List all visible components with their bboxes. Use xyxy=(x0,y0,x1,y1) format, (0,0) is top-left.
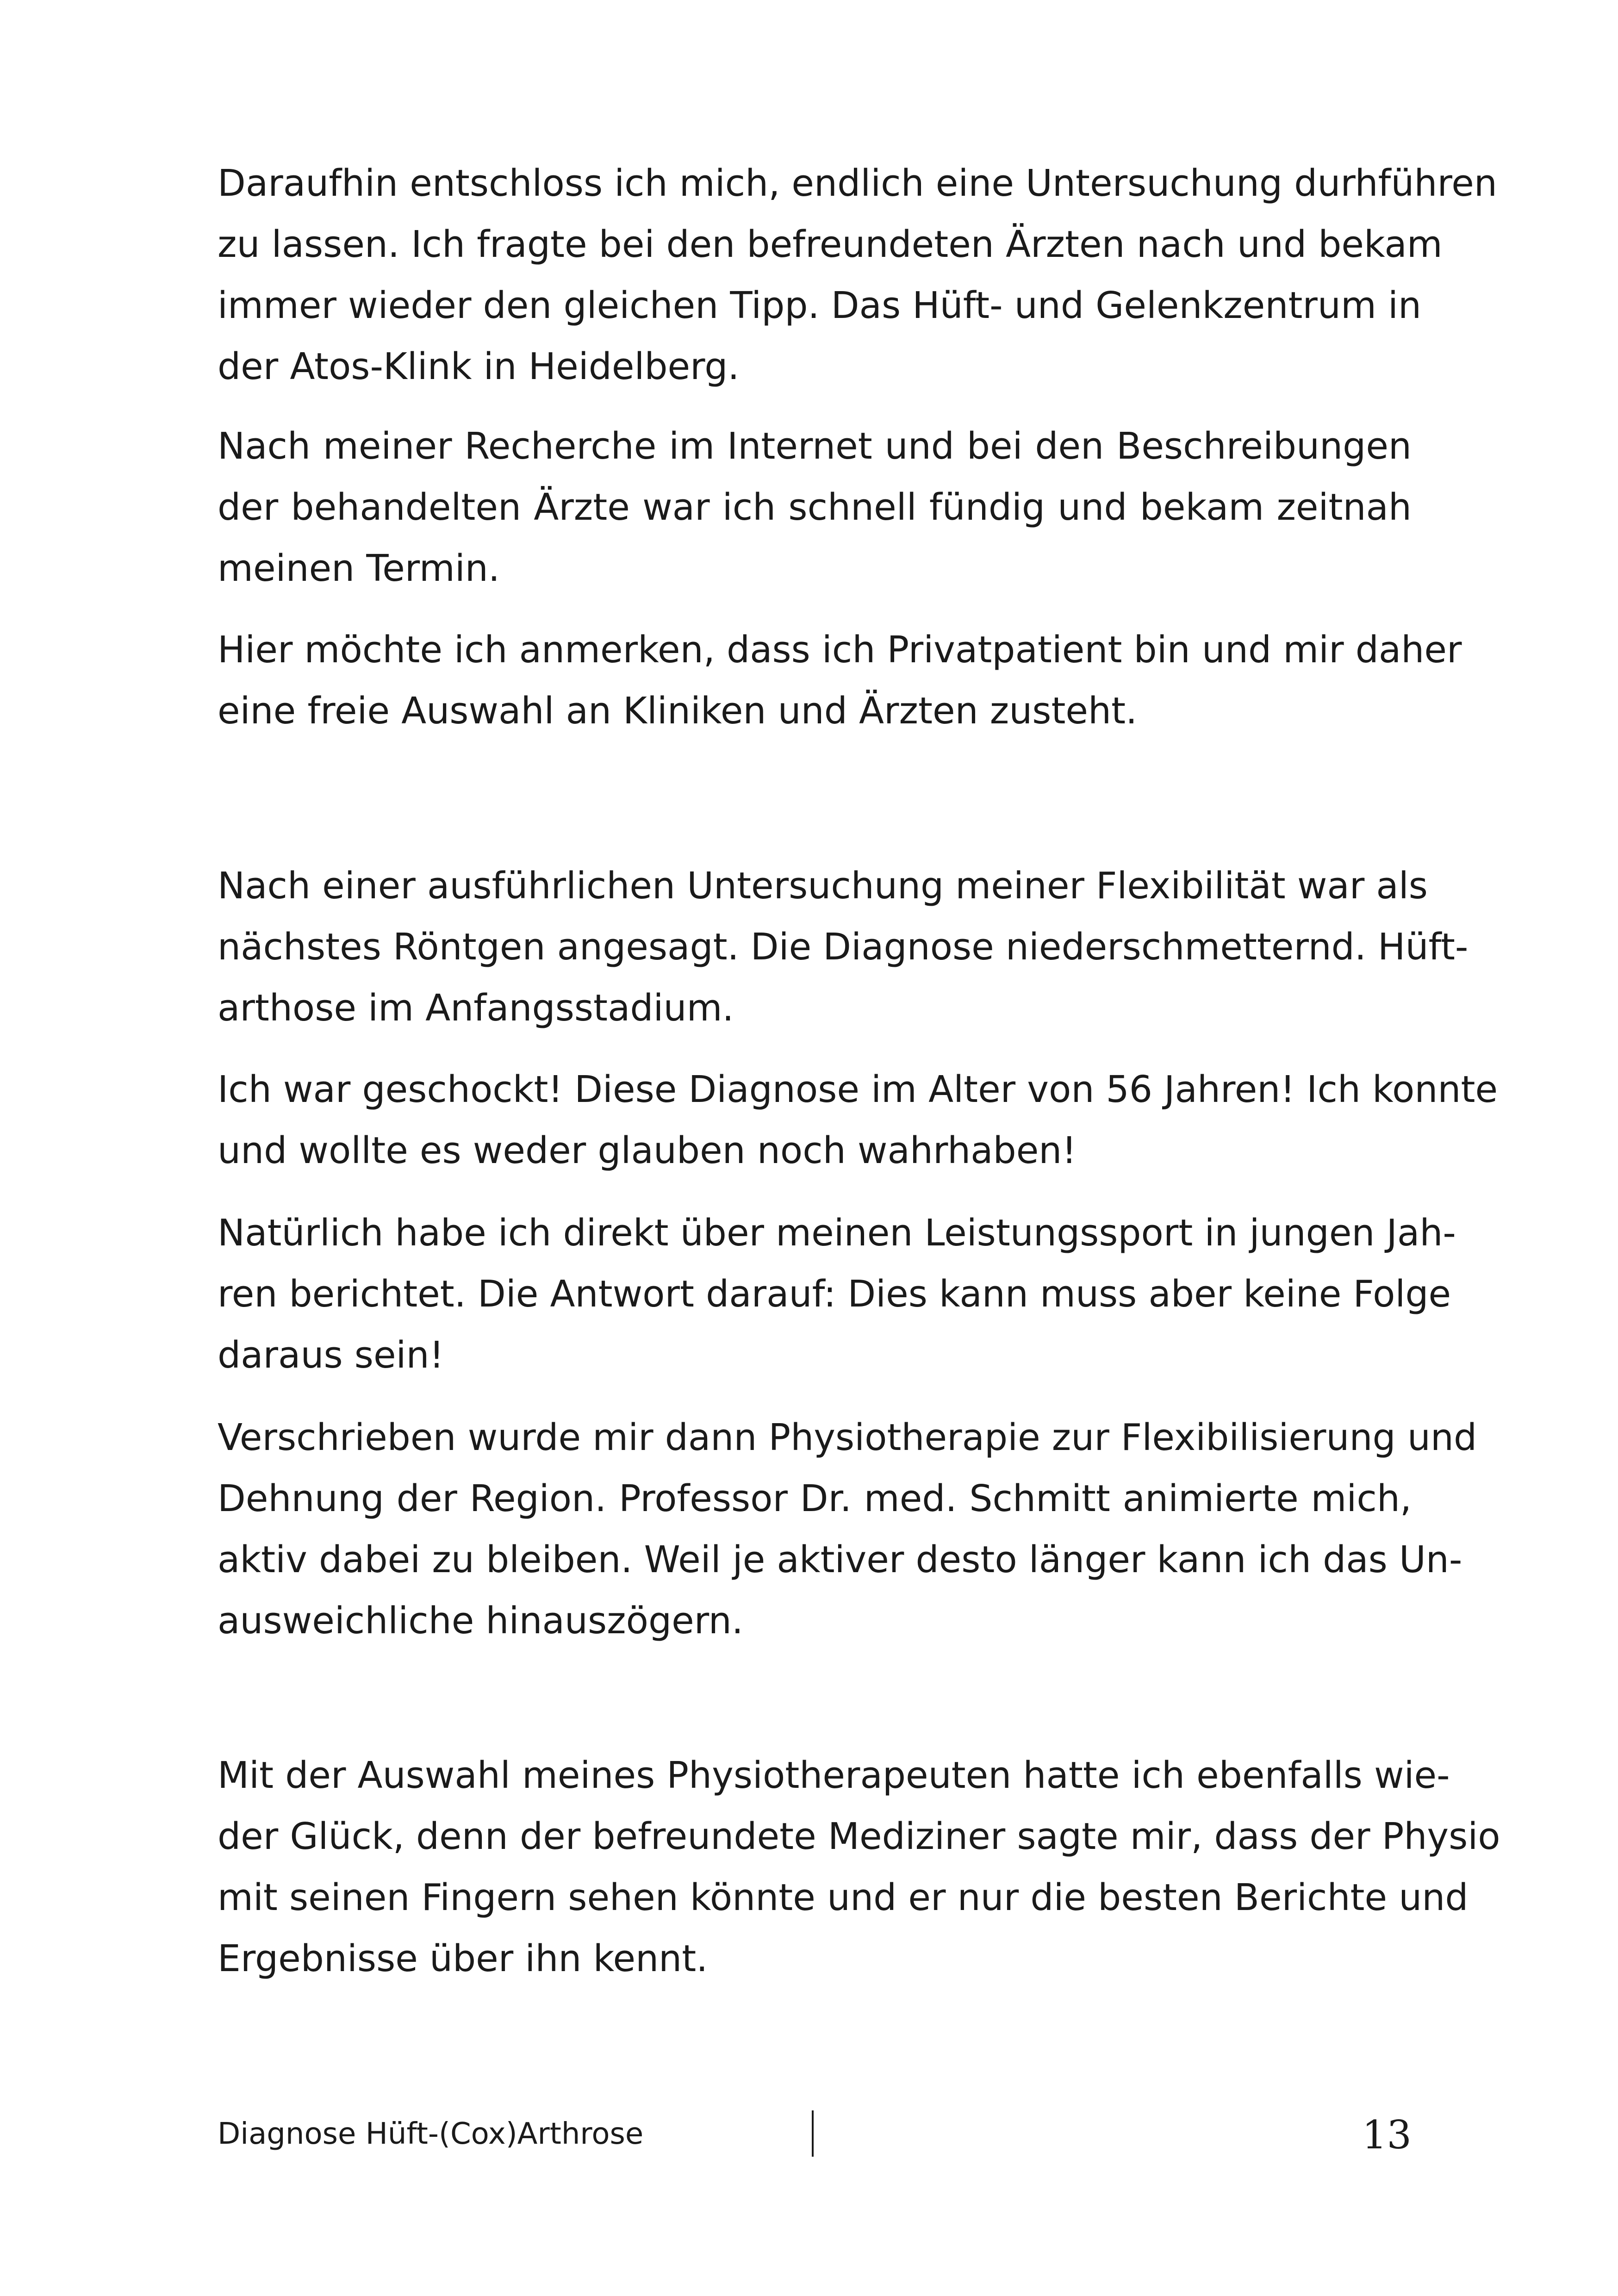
text-line: Ich war geschockt! Diese Diagnose im Alter von 56 Jahren! Ich konnte xyxy=(218,1068,1498,1111)
text-line: der Atos-Klink in Heidelberg. xyxy=(218,345,740,388)
paragraph-8 xyxy=(218,1745,1500,1989)
page-footer xyxy=(218,2110,1412,2166)
text-line: der behandelten Ärzte war ich schnell fündig und bekam zeitnah xyxy=(218,486,1412,529)
page-number: 13 xyxy=(1362,2112,1412,2158)
paragraph-4 xyxy=(218,855,1469,1039)
text-line: Ergebnisse über ihn kennt. xyxy=(218,1937,708,1980)
paragraph-6 xyxy=(218,1202,1456,1386)
text-line: immer wieder den gleichen Tipp. Das Hüft- und Gelenkzentrum in xyxy=(218,284,1422,327)
paragraph-2 xyxy=(218,416,1412,599)
text-line: Mit der Auswahl meines Physiotherapeuten hatte ich ebenfalls wie- xyxy=(218,1754,1450,1797)
text-line: zu lassen. Ich fragte bei den befreundeten Ärzten nach und bekam xyxy=(218,223,1443,266)
paragraph-3 xyxy=(218,619,1462,741)
text-line: daraus sein! xyxy=(218,1334,444,1376)
text-line: Nach meiner Recherche im Internet und bei den Beschreibungen xyxy=(218,425,1412,467)
text-line: arthose im Anfangsstadium. xyxy=(218,987,734,1029)
text-line: und wollte es weder glauben noch wahrhaben! xyxy=(218,1129,1077,1172)
text-line: meinen Termin. xyxy=(218,547,500,590)
text-line: Verschrieben wurde mir dann Physiotherapie zur Flexibilisierung und xyxy=(218,1416,1477,1459)
paragraph-5 xyxy=(218,1059,1498,1181)
text-line: aktiv dabei zu bleiben. Weil je aktiver desto länger kann ich das Un- xyxy=(218,1538,1462,1581)
footer-divider xyxy=(812,2110,814,2157)
text-line: mit seinen Fingern sehen könnte und er nur die besten Berichte und xyxy=(218,1876,1469,1919)
text-line: eine freie Auswahl an Kliniken und Ärzten zusteht. xyxy=(218,690,1138,732)
paragraph-7 xyxy=(218,1407,1477,1651)
paragraph-1 xyxy=(218,153,1497,397)
running-footer-title: Diagnose Hüft-(Cox)Arthrose xyxy=(218,2117,644,2151)
text-line: Natürlich habe ich direkt über meinen Leistungssport in jungen Jah- xyxy=(218,1212,1456,1254)
text-line: Nach einer ausführlichen Untersuchung meiner Flexibilität war als xyxy=(218,865,1428,907)
text-line: der Glück, denn der befreundete Mediziner sagte mir, dass der Physio xyxy=(218,1815,1500,1858)
text-line: nächstes Röntgen angesagt. Die Diagnose niederschmetternd. Hüft- xyxy=(218,926,1469,968)
text-line: ren berichtet. Die Antwort darauf: Dies kann muss aber keine Folge xyxy=(218,1273,1451,1315)
text-line: Daraufhin entschloss ich mich, endlich eine Untersuchung durhführen xyxy=(218,162,1497,205)
text-line: Dehnung der Region. Professor Dr. med. Schmitt animierte mich, xyxy=(218,1477,1412,1520)
text-line: ausweichliche hinauszögern. xyxy=(218,1599,743,1642)
text-line: Hier möchte ich anmerken, dass ich Privatpatient bin und mir daher xyxy=(218,628,1462,671)
